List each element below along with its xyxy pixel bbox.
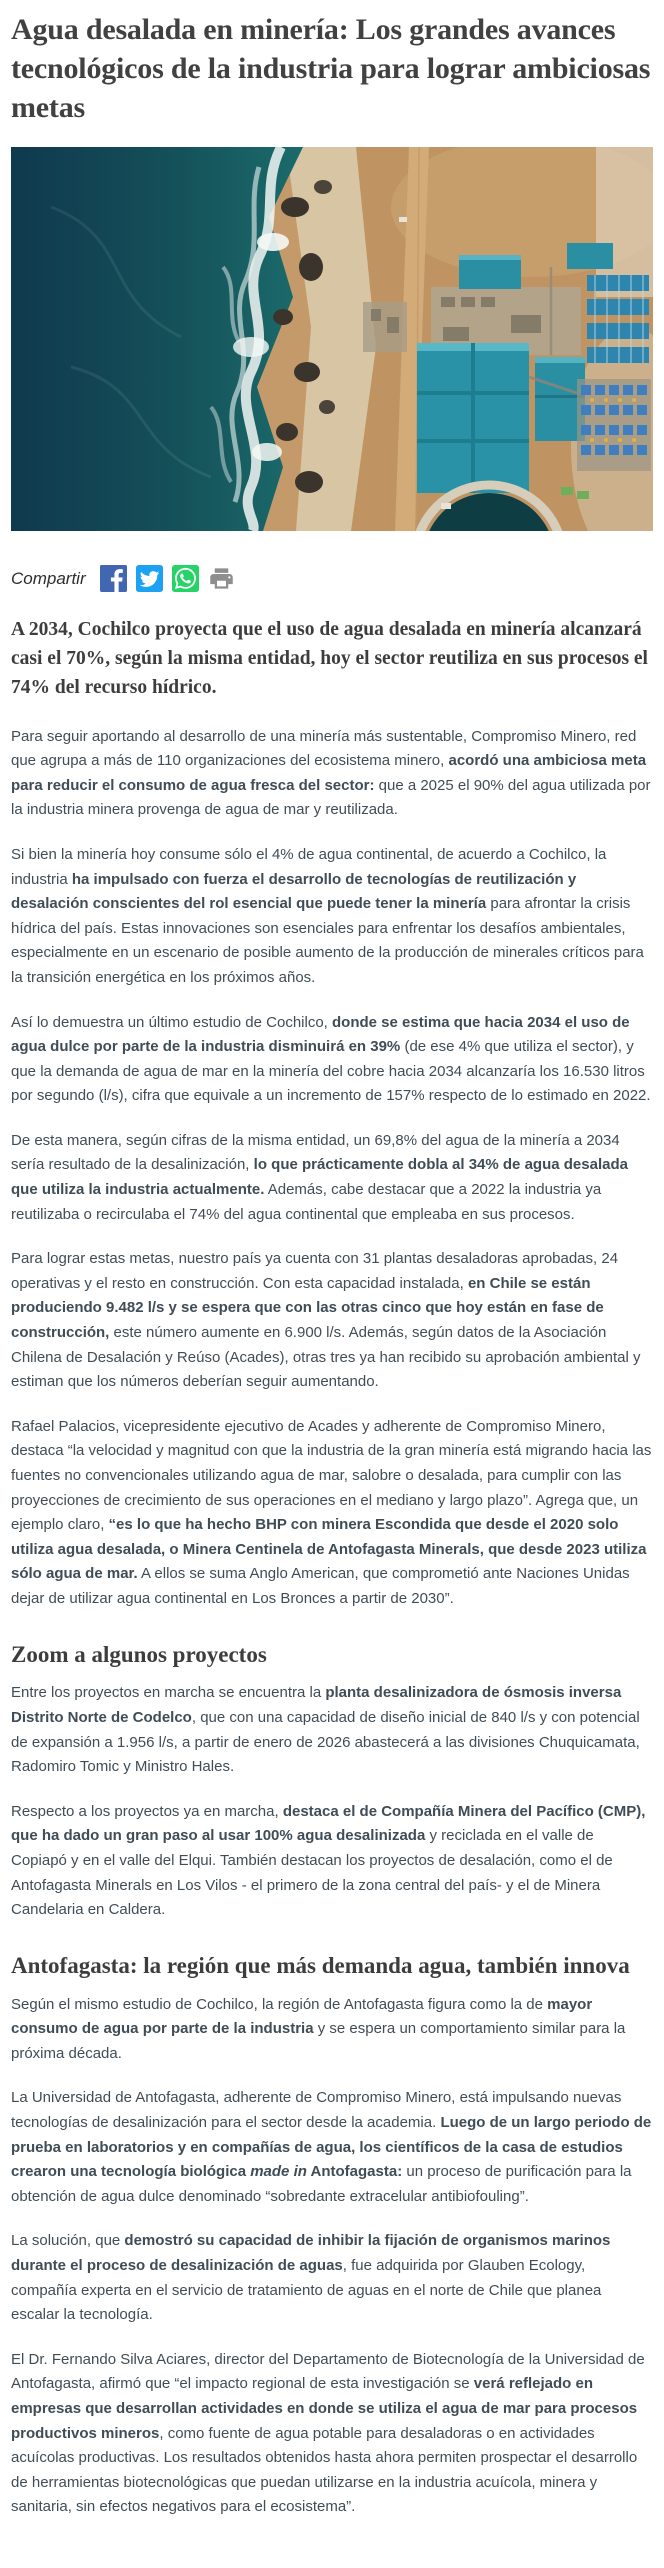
lead-paragraph [11,616,653,703]
paragraph-segment: Según el mismo estudio de Cochilco, la región de Antofagasta figura como la de [11,1995,548,2013]
paragraph-segment: De esta manera, según cifras de la misma entidad, un 69,8% del agua de la minería a 2034 sería resultado de la desalinización, [11,1131,620,1174]
paragraph-segment: Para seguir aportando al desarrollo de una minería más sustentable, Compromiso Minero, red que agrupa a más de 110 organizaciones del ecosistema minero, [11,727,637,770]
share-print-button[interactable] [208,565,235,592]
paragraph-segment: Luego de un largo periodo de prueba en laboratorios y en compañías de agua, los científicos de la casa de estudios crearon una tecnología biológica [11,2114,652,2181]
paragraph-segment: donde se estima que hacia 2034 el uso de agua dulce por parte de la industria disminuirá en 39% [11,1013,630,1056]
paragraph-segment: este número aumente en 6.900 l/s. Además, según datos de la Asociación Chilena de Desalación y Reúso (Acades), otras tres ya han recibido su aprobación ambiental y estiman que los números deberían seguir aumentando. [11,1324,641,1391]
print-icon [208,565,235,592]
paragraph-segment: ha impulsado con fuerza el desarrollo de tecnologías de reutilización y desalación conscientes del rol esencial que puede tener la minería [11,870,577,913]
paragraph-segment: A 2034, Cochilco proyecta que el uso de agua desalada en minería alcanzará casi el 70%, según la misma entidad, hoy el sector reutiliza en sus procesos el 74% del recurso hídrico. [11,619,648,698]
paragraph-segment: lo que prácticamente dobla al 34% de agua desalada que utiliza la industria actualmente. [11,1156,628,1199]
paragraph-segment: Respecto a los proyectos ya en marcha, [11,1802,283,1820]
paragraph-segment: en Chile se están produciendo 9.482 l/s y se espera que con las otras cinco que hoy están en fase de construcción, [11,1274,604,1342]
share-facebook-button[interactable] [100,565,127,592]
section-heading: Antofagasta: la región que más demanda agua, también innova [11,1952,630,1978]
facebook-icon [100,565,127,592]
share-label: Compartir [11,568,86,588]
paragraph-segment: demostró su capacidad de inhibir la fijación de organismos marinos durante el proceso de desalinización de aguas [11,2232,611,2275]
paragraph-segment: (de ese 4% que utiliza el sector), y que la demanda de agua de mar en la minería del cobre hacia 2034 alcanzaría los 16.530 litros por segundo (l/s), cifra que equivale a un incremento de 157% respecto de lo estimado en 2022. [11,1038,651,1105]
paragraph-segment: , como fuente de agua potable para desaladoras o en actividades acuícolas productivas. Los resultados obtenidos hasta ahora permiten prospectar el desarrollo de herramientas biotecnológicas que puedan utilizarse en la industria acuícola, minera y sanitaria, sin efectos negativos para el ecosistema”. [11,2424,638,2516]
paragraph-segment: Antofagasta: [306,2163,403,2181]
paragraph-segment: Entre los proyectos en marcha se encuentra la [11,1684,326,1702]
article-paragraph [11,725,653,823]
article-paragraph [11,2086,653,2209]
paragraph-segment: Así lo demuestra un último estudio de Cochilco, [11,1013,332,1031]
paragraph-segment: A ellos se suma Anglo American, que comprometió ante Naciones Unidas dejar de utilizar agua continental en Los Bronces a partir de 2030”. [11,1565,630,1607]
paragraph-segment: planta desalinizadora de ósmosis inversa Distrito Norte de Codelco [11,1684,622,1727]
article-paragraph [11,843,653,991]
twitter-icon [136,565,163,592]
article-title: Agua desalada en minería: Los grandes avances tecnológicos de la industria para lograr ambiciosas metas [11,13,651,124]
paragraph-segment: que a 2025 el 90% del agua utilizada por la industria minera provenga de agua de mar y reutilizada. [11,776,651,819]
article-paragraph [11,1800,653,1923]
paragraph-segment: , fue adquirida por Glauben Ecology, compañía experta en el servicio de tratamiento de aguas en el norte de Chile que planea escalar la tecnología. [11,2257,602,2324]
paragraph-segment: , que con una capacidad de diseño inicial de 840 l/s y con potencial de expansión a 1.956 l/s, a partir de enero de 2026 abastecerá a las divisiones Chuquicamata, Radomiro Tomic y Ministro Hales. [11,1709,640,1776]
article-paragraph [11,1129,653,1227]
paragraph-segment: La solución, que [11,2232,125,2250]
article-paragraph [11,2348,653,2520]
paragraph-segment: acordó una ambiciosa meta para reducir el consumo de agua fresca del sector: [11,752,647,794]
paragraph-segment: verá reflejado en empresas que desarrollan actividades en donde se utiliza el agua de mar para procesos productivos mineros [11,2375,638,2442]
article-paragraph [11,1415,653,1612]
paragraph-segment: y reciclada en el valle de Copiapó y en el valle del Elqui. También destacan los proyectos de desalación, como el de Antofagasta Minerals en Los Vilos - el primero de la zona central del país- y el de Minera Candelaria en Caldera. [11,1827,613,1919]
article-paragraph [11,1011,653,1109]
paragraph-segment: Para lograr estas metas, nuestro país ya cuenta con 31 plantas desaladoras aprobadas, 24 operativas y el resto en construcción. Con esta capacidad instalada, [11,1250,619,1292]
paragraph-segment: Si bien la minería hoy consume sólo el 4% de agua continental, de acuerdo a Cochilco, la industria [11,845,607,888]
paragraph-segment: y se espera un comportamiento similar para la próxima década. [11,2020,626,2062]
paragraph-segment: destaca el de Compañía Minera del Pacífico (CMP), que ha dado un gran paso al usar 100% agua desalinizada [11,1802,646,1845]
paragraph-segment: El Dr. Fernando Silva Aciares, director del Departamento de Biotecnología de la Universidad de Antofagasta, afirmó que “el impacto regional de esta investigación se [11,2350,645,2393]
article-body [11,616,653,2520]
paragraph-segment: Además, cabe destacar que a 2022 la industria ya reutilizaba o recirculaba el 74% del agua continental que empleaba en sus procesos. [11,1181,602,1223]
section-heading: Zoom a algunos proyectos [11,1641,267,1667]
share-whatsapp-button[interactable] [172,565,199,592]
share-row [11,565,653,592]
share-twitter-button[interactable] [136,565,163,592]
hero-image [11,147,653,531]
paragraph-segment: para afrontar la crisis hídrica del país. Estas innovaciones son esenciales para enfrentar los desafíos ambientales, especialmente en un escenario de posible aumento de la producción de minerales críticos para la transición energética en los próximos años. [11,895,644,986]
article-paragraph [11,2229,653,2327]
paragraph-segment: mayor consumo de agua por parte de la industria [11,1995,593,2038]
paragraph-segment: made in [250,2163,307,2181]
article-paragraph [11,1993,653,2067]
article-paragraph [11,1247,653,1395]
paragraph-segment: La Universidad de Antofagasta, adherente de Compromiso Minero, está impulsando nuevas tecnologías de desalinización para el sector desde la academia. [11,2089,622,2132]
whatsapp-icon [172,565,199,592]
paragraph-segment: “es lo que ha hecho BHP con minera Escondida que desde el 2020 solo utiliza agua desalada, o Minera Centinela de Antofagasta Minerals, que desde 2023 utiliza sólo agua de mar. [11,1516,647,1583]
article-paragraph [11,1681,653,1779]
paragraph-segment: Rafael Palacios, vicepresidente ejecutivo de Acades y adherente de Compromiso Minero, destaca “la velocidad y magnitud con que la industria de la gran minería está migrando hacia las fuentes no convencionales utilizando agua de mar, salobre o desalada, para cumplir con las proyecciones de crecimiento de sus operaciones en el mediano y largo plazo”. Agrega que, un ejemplo claro, [11,1417,652,1534]
paragraph-segment: un proceso de purificación para la obtención de agua dulce denominado “sobredante extracelular antibiofouling”. [11,2163,632,2205]
